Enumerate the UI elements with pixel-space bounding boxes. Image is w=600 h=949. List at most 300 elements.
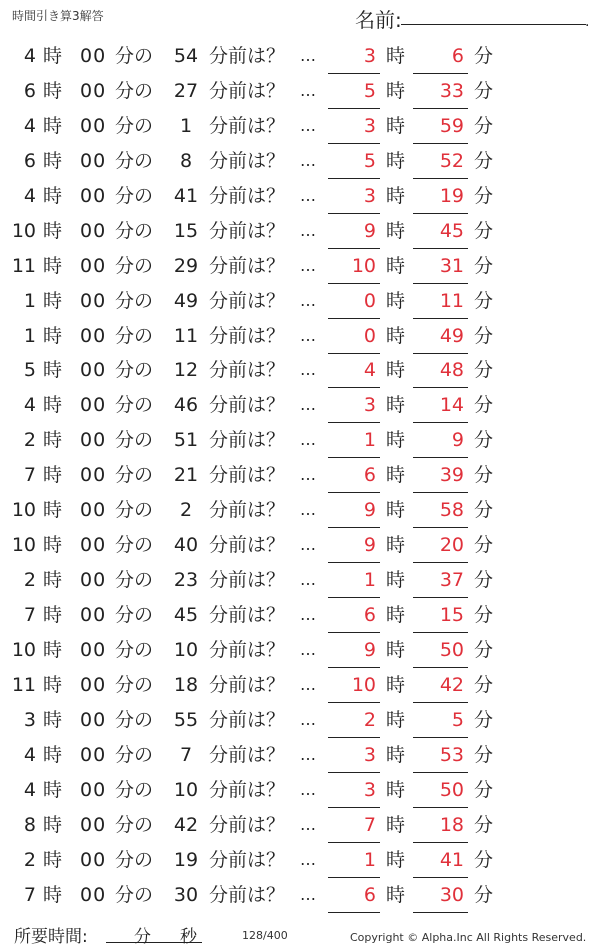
problem-hour: 5 [23,359,36,382]
name-line[interactable] [401,24,586,25]
answer-hour-field[interactable] [328,883,380,913]
answer-minute-field[interactable] [413,813,468,843]
problem-hour: 2 [23,569,36,592]
zero-minutes: 00 [80,778,107,801]
answer-hour-field[interactable] [328,778,380,808]
problem-row [0,668,600,703]
answer-minute-unit: 分 [474,673,494,696]
minute-of-label: 分の [115,673,154,696]
ellipsis: … [300,674,316,694]
zero-minutes: 00 [80,359,107,382]
answer-hour-field[interactable] [328,289,380,319]
hour-unit: 時 [43,184,63,207]
zero-minutes: 00 [80,429,107,452]
ellipsis: … [300,220,316,240]
problem-hour: 8 [23,813,36,836]
answer-minute: 6 [451,45,464,67]
problem-hour: 10 [11,534,36,557]
minute-of-label: 分の [115,45,154,67]
zero-minutes: 00 [80,638,107,661]
answer-hour-field[interactable] [328,358,380,388]
minutes-before-question: 分前は？ [209,464,286,487]
answer-hour-unit: 時 [386,638,406,661]
answer-hour: 1 [363,569,376,592]
answer-minute-field[interactable] [413,778,468,808]
answer-minute-unit: 分 [474,79,494,102]
answer-hour-unit: 時 [386,778,406,801]
problem-row [0,563,600,598]
answer-minute-unit: 分 [474,569,494,592]
answer-hour-field[interactable] [328,428,380,458]
answer-minute-field[interactable] [413,568,468,598]
answer-minute-unit: 分 [474,708,494,731]
answer-minute-field[interactable] [413,114,468,144]
answer-minute-field[interactable] [413,603,468,633]
answer-hour-unit: 時 [386,324,406,347]
minutes-before: 12 [173,359,199,382]
answer-hour-field[interactable] [328,254,380,284]
minutes-before-question: 分前は？ [209,848,286,871]
hour-unit: 時 [43,534,63,557]
answer-minute-unit: 分 [474,394,494,417]
minutes-before-question: 分前は？ [209,394,286,417]
hour-unit: 時 [43,569,63,592]
answer-hour-field[interactable] [328,44,380,74]
minute-of-label: 分の [115,534,154,557]
answer-minute: 37 [439,569,464,592]
zero-minutes: 00 [80,883,107,906]
problem-hour: 7 [23,464,36,487]
minutes-before: 54 [173,45,199,67]
problem-hour: 2 [23,848,36,871]
ellipsis: … [300,80,316,100]
answer-hour-field[interactable] [328,184,380,214]
answer-minute-field[interactable] [413,289,468,319]
minutes-before: 51 [173,429,199,452]
name-end-dot: . [585,14,590,30]
required-time-label: 所要時間: [14,927,88,947]
minutes-before-question: 分前は？ [209,638,286,661]
minutes-before: 8 [179,149,193,172]
minutes-before-question: 分前は？ [209,324,286,347]
answer-hour-unit: 時 [386,114,406,137]
answer-hour: 10 [351,673,376,696]
minutes-before-question: 分前は？ [209,743,286,766]
minute-of-label: 分の [115,708,154,731]
minutes-before: 10 [173,638,199,661]
zero-minutes: 00 [80,149,107,172]
minutes-before-question: 分前は？ [209,219,286,242]
answer-hour-unit: 時 [386,79,406,102]
answer-minute-field[interactable] [413,393,468,423]
answer-minute: 42 [439,673,464,696]
answer-hour: 9 [363,638,376,661]
answer-minute: 50 [439,638,464,661]
answer-hour: 1 [363,848,376,871]
ellipsis: … [300,814,316,834]
minutes-before: 2 [179,499,193,522]
answer-minute-field[interactable] [413,184,468,214]
hour-unit: 時 [43,429,63,452]
ellipsis: … [300,535,316,555]
problem-row [0,388,600,423]
answer-hour: 9 [363,499,376,522]
problem-row [0,319,600,354]
minutes-before-question: 分前は？ [209,534,286,557]
problem-hour: 4 [23,743,36,766]
problem-row [0,249,600,284]
answer-minute-unit: 分 [474,883,494,906]
problem-row [0,878,600,913]
problem-hour: 3 [23,708,36,731]
minutes-before-question: 分前は？ [209,79,286,102]
problem-row [0,598,600,633]
minutes-before-question: 分前は？ [209,883,286,906]
problem-hour: 6 [23,149,36,172]
problem-row [0,528,600,563]
ellipsis: … [300,115,316,135]
minute-of-label: 分の [115,394,154,417]
hour-unit: 時 [43,813,63,836]
ellipsis: … [300,255,316,275]
hour-unit: 時 [43,604,63,626]
answer-minute-unit: 分 [474,184,494,207]
minute-of-label: 分の [115,184,154,207]
hour-unit: 時 [43,149,63,172]
answer-hour-field[interactable] [328,813,380,843]
zero-minutes: 00 [80,184,107,207]
answer-hour-field[interactable] [328,533,380,563]
answer-hour-field[interactable] [328,743,380,773]
answer-hour: 0 [363,324,376,347]
answer-minute-field[interactable] [413,883,468,913]
minutes-before: 27 [173,79,199,102]
name-label: 名前: [355,8,402,32]
ellipsis: … [300,46,316,65]
answer-minute: 41 [439,848,464,871]
minutes-before-question: 分前は？ [209,149,286,172]
answer-hour: 3 [363,45,376,67]
answer-minute-unit: 分 [474,638,494,661]
minute-of-label: 分の [115,429,154,452]
problem-row [0,74,600,109]
minute-of-label: 分の [115,149,154,172]
ellipsis: … [300,290,316,310]
problem-hour: 10 [11,499,36,522]
copyright: Copyright © Alpha.Inc All Rights Reserved. [350,931,587,944]
ellipsis: … [300,884,316,904]
answer-minute-unit: 分 [474,429,494,452]
zero-minutes: 00 [80,569,107,592]
answer-minute-field[interactable] [413,149,468,179]
worksheet-title: 時間引き算3解答 [12,9,104,23]
problem-hour: 11 [11,673,36,696]
minutes-before-question: 分前は？ [209,114,286,137]
answer-hour-unit: 時 [386,673,406,696]
problem-hour: 4 [23,45,36,67]
ellipsis: … [300,709,316,729]
answer-hour: 3 [363,394,376,417]
problem-row [0,808,600,843]
answer-minute: 18 [439,813,464,836]
minute-of-label: 分の [115,638,154,661]
answer-minute-unit: 分 [474,45,494,67]
hour-unit: 時 [43,359,63,382]
answer-hour-field[interactable] [328,638,380,668]
answer-minute-field[interactable] [413,428,468,458]
answer-hour: 3 [363,114,376,137]
zero-minutes: 00 [80,219,107,242]
answer-hour-field[interactable] [328,463,380,493]
minutes-before: 46 [173,394,199,417]
hour-unit: 時 [43,708,63,731]
answer-minute-unit: 分 [474,359,494,382]
answer-minute-field[interactable] [413,533,468,563]
answer-minute-field[interactable] [413,743,468,773]
problem-row [0,843,600,878]
minutes-before-question: 分前は？ [209,778,286,801]
ellipsis: … [300,744,316,764]
zero-minutes: 00 [80,254,107,277]
minutes-before: 1 [179,114,193,137]
answer-minute: 15 [439,604,464,626]
minutes-before-question: 分前は？ [209,708,286,731]
answer-hour-field[interactable] [328,848,380,878]
answer-hour: 6 [363,883,376,906]
answer-hour-field[interactable] [328,393,380,423]
answer-hour: 2 [363,708,376,731]
problem-row [0,284,600,319]
hour-unit: 時 [43,289,63,312]
hour-unit: 時 [43,848,63,871]
zero-minutes: 00 [80,708,107,731]
zero-minutes: 00 [80,79,107,102]
page-number: 128/400 [242,929,288,942]
answer-minute-unit: 分 [474,219,494,242]
minute-of-label: 分の [115,848,154,871]
minutes-before: 40 [173,534,199,557]
answer-hour-field[interactable] [328,114,380,144]
answer-hour-unit: 時 [386,359,406,382]
answer-minute: 20 [439,534,464,557]
problem-row [0,109,600,144]
answer-hour: 10 [351,254,376,277]
answer-minute-unit: 分 [474,254,494,277]
answer-hour-field[interactable] [328,708,380,738]
answer-minute-field[interactable] [413,79,468,109]
problem-hour: 1 [23,289,36,312]
answer-minute-field[interactable] [413,219,468,249]
answer-hour-unit: 時 [386,45,406,67]
minutes-before: 45 [173,604,199,626]
answer-hour-field[interactable] [328,498,380,528]
minute-of-label: 分の [115,219,154,242]
answer-minute: 45 [439,219,464,242]
hour-unit: 時 [43,114,63,137]
answer-minute-field[interactable] [413,498,468,528]
minutes-before: 7 [179,743,193,766]
minutes-before-question: 分前は？ [209,184,286,207]
zero-minutes: 00 [80,45,107,67]
answer-hour-field[interactable] [328,79,380,109]
answer-minute-unit: 分 [474,149,494,172]
minutes-before: 30 [173,883,199,906]
minutes-before-question: 分前は？ [209,813,286,836]
problem-row [0,738,600,773]
ellipsis: … [300,570,316,590]
ellipsis: … [300,849,316,869]
minute-of-label: 分の [115,499,154,522]
answer-hour-unit: 時 [386,534,406,557]
hour-unit: 時 [43,45,63,67]
minutes-before: 23 [173,569,199,592]
problem-list [0,39,600,912]
answer-minute: 14 [439,394,464,417]
zero-minutes: 00 [80,743,107,766]
answer-hour-field[interactable] [328,603,380,633]
answer-hour-unit: 時 [386,394,406,417]
answer-minute-unit: 分 [474,534,494,557]
answer-hour: 3 [363,743,376,766]
ellipsis: … [300,325,316,345]
answer-hour-unit: 時 [386,149,406,172]
minute-of-label: 分の [115,289,154,312]
answer-minute: 50 [439,778,464,801]
zero-minutes: 00 [80,848,107,871]
answer-hour: 6 [363,604,376,626]
answer-hour-unit: 時 [386,219,406,242]
answer-minute-unit: 分 [474,499,494,522]
answer-minute: 48 [439,359,464,382]
answer-minute: 19 [439,184,464,207]
answer-minute-field[interactable] [413,848,468,878]
answer-minute-unit: 分 [474,114,494,137]
ellipsis: … [300,500,316,520]
answer-minute-unit: 分 [474,813,494,836]
hour-unit: 時 [43,464,63,487]
minutes-before: 21 [173,464,199,487]
minutes-before: 29 [173,254,199,277]
answer-minute-field[interactable] [413,463,468,493]
answer-minute-field[interactable] [413,44,468,74]
problem-row [0,423,600,458]
minutes-before-question: 分前は？ [209,429,286,452]
answer-minute-field[interactable] [413,254,468,284]
zero-minutes: 00 [80,289,107,312]
problem-hour: 4 [23,184,36,207]
problem-hour: 2 [23,429,36,452]
answer-hour-unit: 時 [386,289,406,312]
answer-hour-unit: 時 [386,429,406,452]
minute-of-label: 分の [115,813,154,836]
answer-minute: 30 [439,883,464,906]
problem-row [0,633,600,668]
answer-minute-unit: 分 [474,464,494,487]
answer-hour: 3 [363,778,376,801]
answer-minute: 52 [439,149,464,172]
problem-row [0,458,600,493]
problem-row [0,703,600,738]
answer-hour: 6 [363,464,376,487]
problem-row [0,493,600,528]
answer-minute-unit: 分 [474,604,494,626]
answer-minute-field[interactable] [413,324,468,354]
answer-hour-unit: 時 [386,883,406,906]
problem-row [0,773,600,808]
problem-hour: 1 [23,324,36,347]
hour-unit: 時 [43,638,63,661]
minutes-before-question: 分前は？ [209,254,286,277]
minute-of-label: 分の [115,114,154,137]
answer-minute-unit: 分 [474,743,494,766]
hour-unit: 時 [43,324,63,347]
answer-hour: 4 [363,359,376,382]
minute-of-label: 分の [115,604,154,626]
answer-hour: 7 [363,813,376,836]
hour-unit: 時 [43,219,63,242]
minutes-before-question: 分前は？ [209,673,286,696]
minutes-before: 10 [173,778,199,801]
hour-unit: 時 [43,743,63,766]
answer-minute-field[interactable] [413,638,468,668]
answer-minute-field[interactable] [413,708,468,738]
minutes-before: 49 [173,289,199,312]
answer-minute: 11 [439,289,464,312]
answer-hour-unit: 時 [386,254,406,277]
ellipsis: … [300,150,316,170]
zero-minutes: 00 [80,813,107,836]
answer-hour: 1 [363,429,376,452]
answer-hour-unit: 時 [386,848,406,871]
zero-minutes: 00 [80,394,107,417]
required-time-seconds-label: 秒 [180,927,197,947]
problem-hour: 10 [11,638,36,661]
problem-hour: 6 [23,79,36,102]
ellipsis: … [300,779,316,799]
answer-hour-field[interactable] [328,149,380,179]
minutes-before-question: 分前は？ [209,499,286,522]
answer-hour-field[interactable] [328,219,380,249]
answer-hour-field[interactable] [328,568,380,598]
problem-row [0,214,600,249]
answer-hour-field[interactable] [328,673,380,703]
ellipsis: … [300,395,316,415]
answer-hour: 5 [363,149,376,172]
problem-hour: 4 [23,778,36,801]
answer-minute: 5 [451,708,464,731]
minute-of-label: 分の [115,569,154,592]
ellipsis: … [300,430,316,450]
zero-minutes: 00 [80,464,107,487]
required-time-minutes-label: 分 [134,927,151,947]
ellipsis: … [300,185,316,205]
minutes-before: 41 [173,184,199,207]
answer-minute: 58 [439,499,464,522]
problem-row [0,144,600,179]
answer-minute-field[interactable] [413,673,468,703]
hour-unit: 時 [43,79,63,102]
answer-minute-unit: 分 [474,848,494,871]
problem-row [0,353,600,388]
answer-minute: 31 [439,254,464,277]
minutes-before: 11 [173,324,199,347]
hour-unit: 時 [43,254,63,277]
answer-minute-field[interactable] [413,358,468,388]
answer-hour-field[interactable] [328,324,380,354]
minutes-before-question: 分前は？ [209,45,286,67]
minutes-before: 55 [173,708,199,731]
zero-minutes: 00 [80,673,107,696]
